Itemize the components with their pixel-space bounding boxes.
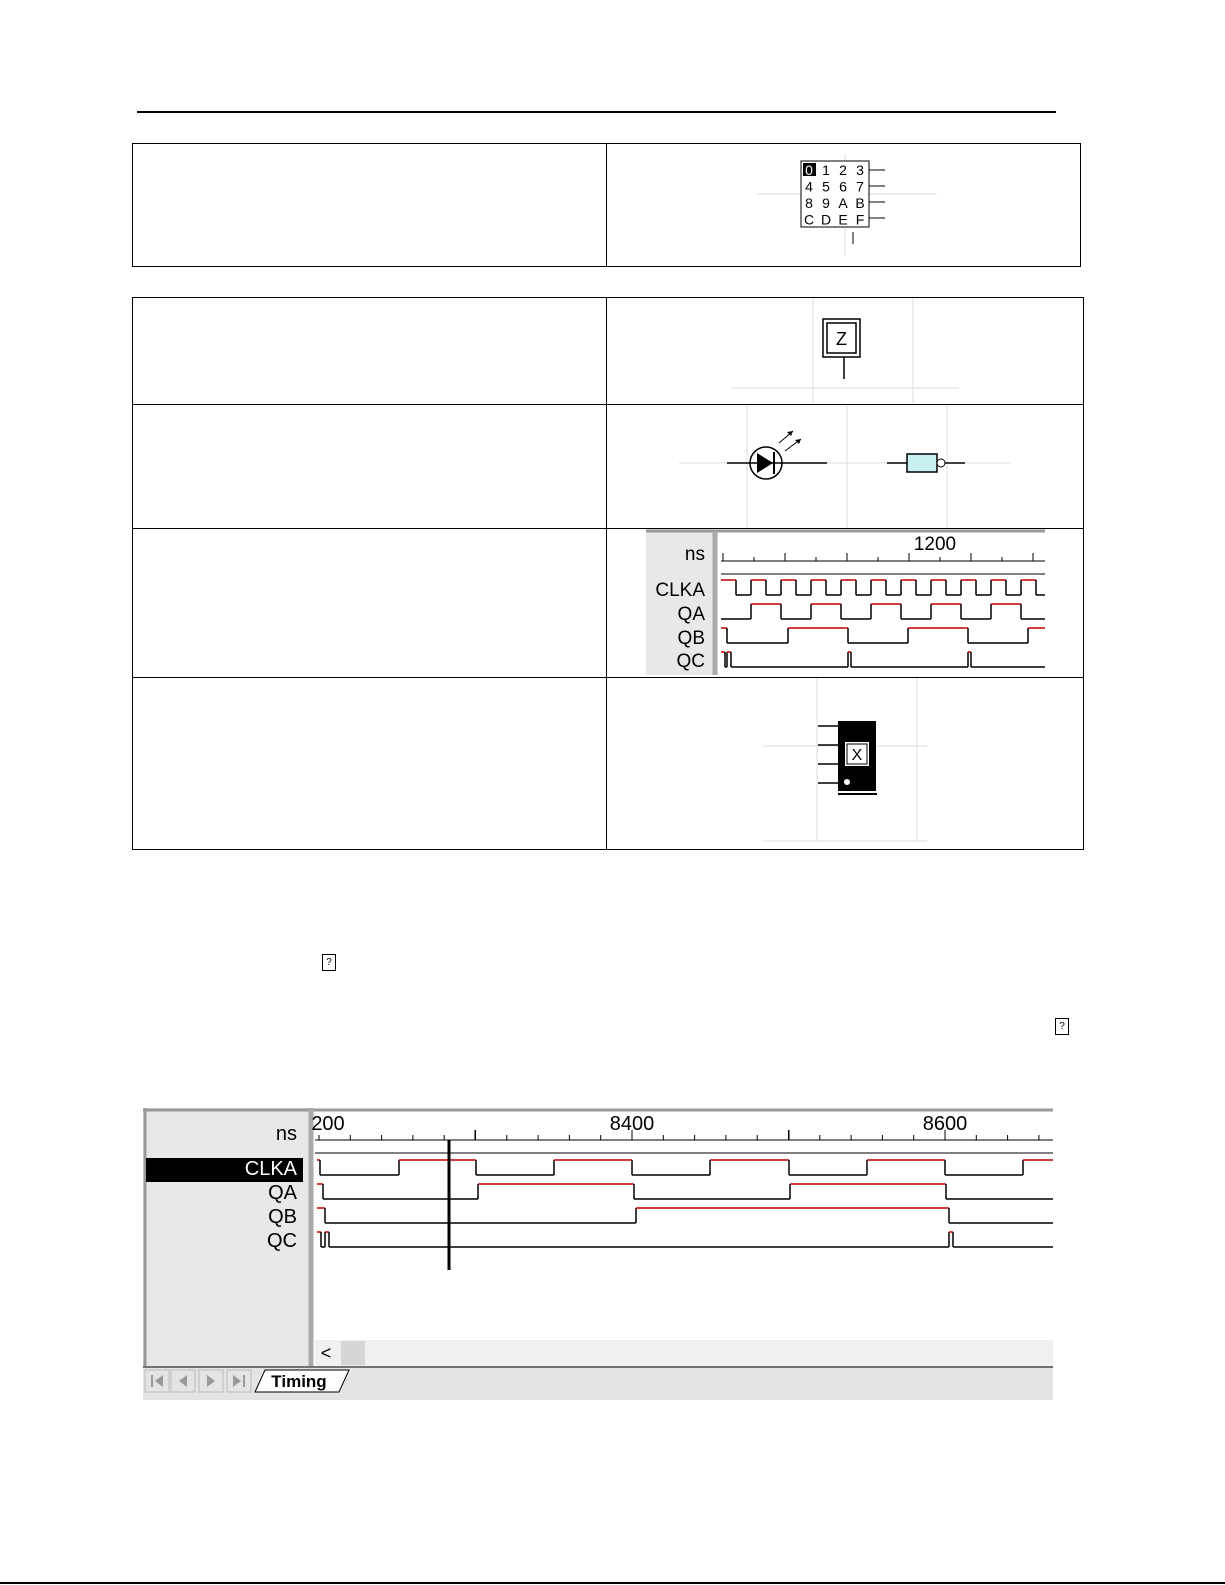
keypad-figure-cell (607, 144, 1081, 267)
tab-timing-label[interactable]: Timing (271, 1372, 327, 1391)
small-signal-label: QC (676, 651, 705, 672)
keypad-key: 5 (822, 178, 830, 195)
xblock-icon (607, 678, 1083, 849)
timing-window (143, 1108, 1053, 1400)
keypad-key: 3 (856, 162, 864, 178)
keypad-key: 7 (856, 178, 864, 195)
header-rule (137, 111, 1056, 113)
ruler-label: 8600 (922, 1113, 968, 1135)
ruler-label: 8400 (609, 1113, 655, 1135)
small-timing-ruler-label: 1200 (913, 534, 957, 555)
keypad-key: 4 (805, 178, 813, 195)
signal-label[interactable]: CLKA (244, 1158, 297, 1180)
xblock-label: X (851, 747, 863, 764)
small-signal-label: QA (677, 604, 705, 625)
small-timing-unit: ns (684, 544, 705, 565)
led-figure-cell (607, 405, 1084, 529)
table-keypad (132, 143, 1081, 267)
signal-label[interactable]: QB (268, 1206, 297, 1228)
scroll-thumb[interactable] (341, 1341, 365, 1365)
ruler-label: 200 (311, 1113, 345, 1135)
small-signal-label: QB (677, 628, 705, 649)
timing-unit: ns (275, 1123, 297, 1145)
led-desc-cell (133, 405, 607, 529)
keypad-key: B (855, 195, 865, 211)
hiz-label: Z (836, 329, 847, 349)
small-timing-diagram (607, 529, 1083, 677)
keypad-key: 6 (839, 178, 847, 195)
scroll-left-icon[interactable]: < (320, 1343, 332, 1363)
keypad-key: F (855, 211, 865, 228)
missing-glyph-icon: ? (1055, 1018, 1069, 1035)
keypad-key: A (838, 195, 848, 211)
table-components (132, 297, 1084, 850)
first-sheet-button[interactable] (145, 1370, 169, 1392)
keypad-key: C (803, 211, 815, 228)
horizontal-scrollbar[interactable] (315, 1340, 1053, 1366)
xblock-figure-cell (607, 678, 1084, 850)
keypad-icon (607, 144, 1080, 266)
hiz-icon (607, 298, 1083, 404)
keypad-key: E (838, 211, 848, 228)
keypad-desc-cell (133, 144, 607, 267)
led-icons (607, 405, 1083, 528)
timing-figure-cell (607, 529, 1084, 678)
keypad-key: 1 (822, 162, 830, 178)
missing-glyph-icon: ? (322, 954, 336, 971)
prev-sheet-button[interactable] (171, 1370, 195, 1392)
next-sheet-button[interactable] (199, 1370, 223, 1392)
hiz-figure-cell (607, 298, 1084, 405)
timing-desc-cell (133, 529, 607, 678)
footer-rule (0, 1582, 1225, 1584)
xblock-desc-cell (133, 678, 607, 850)
keypad-key: D (820, 211, 832, 228)
small-signal-label: CLKA (655, 580, 705, 601)
last-sheet-button[interactable] (227, 1370, 251, 1392)
inverter-buffer-icon (887, 454, 965, 472)
signal-label[interactable]: QC (267, 1230, 297, 1252)
keypad-key: 0 (805, 162, 813, 178)
signal-label[interactable]: QA (268, 1182, 297, 1204)
hiz-desc-cell (133, 298, 607, 405)
keypad-key: 9 (822, 195, 830, 211)
led-diode-icon (727, 431, 827, 479)
keypad-key: 2 (839, 162, 847, 178)
keypad-key: 8 (805, 195, 813, 211)
